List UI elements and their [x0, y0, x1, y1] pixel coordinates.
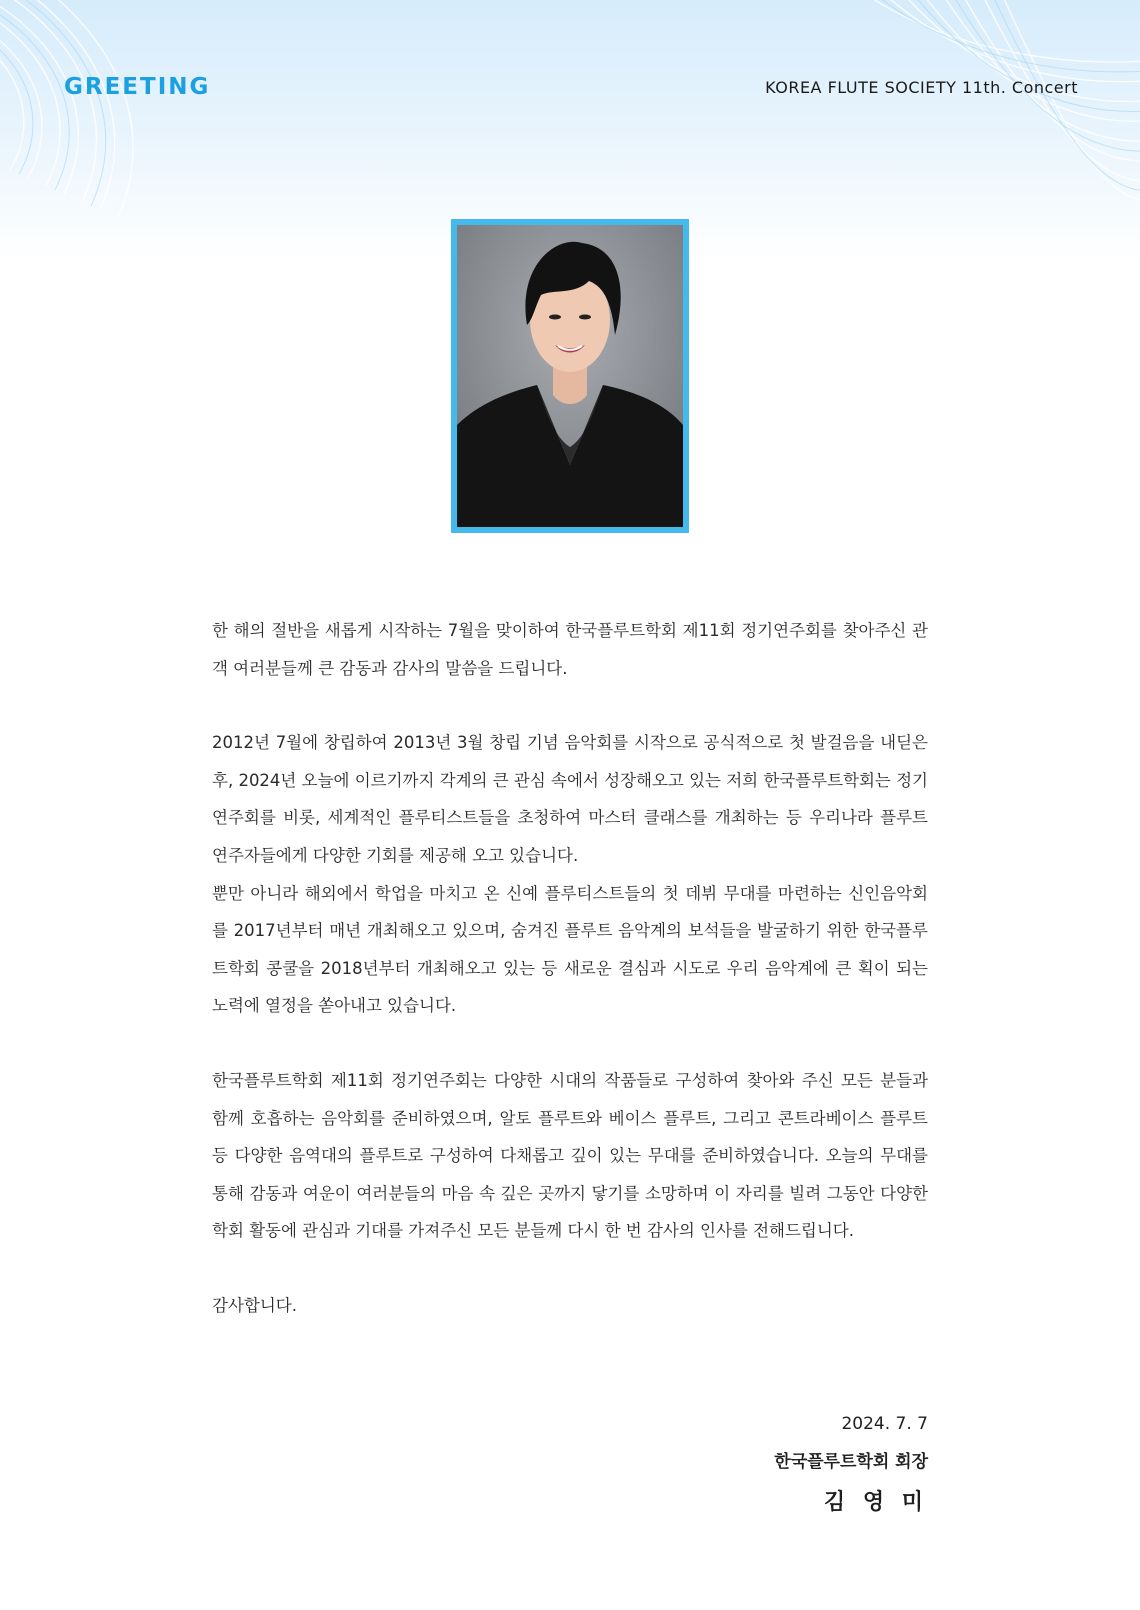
signer-name: 김 영 미: [823, 1490, 928, 1515]
letter-date: 2024. 7. 7: [841, 1414, 928, 1434]
portrait-icon: [457, 225, 683, 527]
signature-block: [774, 1405, 928, 1525]
section-title: GREETING: [64, 74, 211, 100]
portrait-photo: [451, 219, 689, 533]
letter-closing: 감사합니다.: [212, 1295, 297, 1315]
greeting-letter: [212, 612, 928, 1325]
letter-paragraph: 한 해의 절반을 새롭게 시작하는 7월을 맞이하여 한국플루트학회 제11회 정기연주회를 찾아주신 관객 여러분들께 큰 감동과 감사의 말씀을 드립니다.: [212, 621, 928, 678]
letter-paragraph: 뿐만 아니라 해외에서 학업을 마치고 온 신예 플루티스트들의 첫 데뷔 무대를 마련하는 신인음악회를 2017년부터 매년 개최해오고 있으며, 숨겨진 플루트 음악계의 보석들을 발굴하기 위한 한국플루트학회 콩쿨을 2018년부터 개최해오고 있는 등 새로운 결심과 시도로 우리 음악계에 큰 획이 되는 노력에 열정을 쏟아내고 있습니다.: [212, 883, 928, 1016]
signer-title: 한국플루트학회 회장: [774, 1452, 928, 1472]
letter-paragraph: 2012년 7월에 창립하여 2013년 3월 창립 기념 음악회를 시작으로 공식적으로 첫 발걸음을 내딛은 후, 2024년 오늘에 이르기까지 각계의 큰 관심 속에서 성장해오고 있는 저희 한국플루트학회는 정기연주회를 비롯, 세계적인 플루티스트들을 초청하여 마스터 클래스를 개최하는 등 우리나라 플루트 연주자들에게 다양한 기회를 제공해 오고 있습니다.: [212, 733, 928, 865]
letter-paragraph: 한국플루트학회 제11회 정기연주회는 다양한 시대의 작품들로 구성하여 찾아와 주신 모든 분들과 함께 호흡하는 음악회를 준비하였으며, 알토 플루트와 베이스 플루트, 그리고 콘트라베이스 플루트 등 다양한 음역대의 플루트로 구성하여 다채롭고 깊이 있는 무대를 준비하였습니다. 오늘의 무대를 통해 감동과 여운이 여러분들의 마음 속 깊은 곳까지 닿기를 소망하며 이 자리를 빌려 그동안 다양한 학회 활동에 관심과 기대를 가져주신 모든 분들께 다시 한 번 감사의 인사를 전해드립니다.: [212, 1070, 928, 1241]
concert-title: KOREA FLUTE SOCIETY 11th. Concert: [765, 78, 1078, 97]
